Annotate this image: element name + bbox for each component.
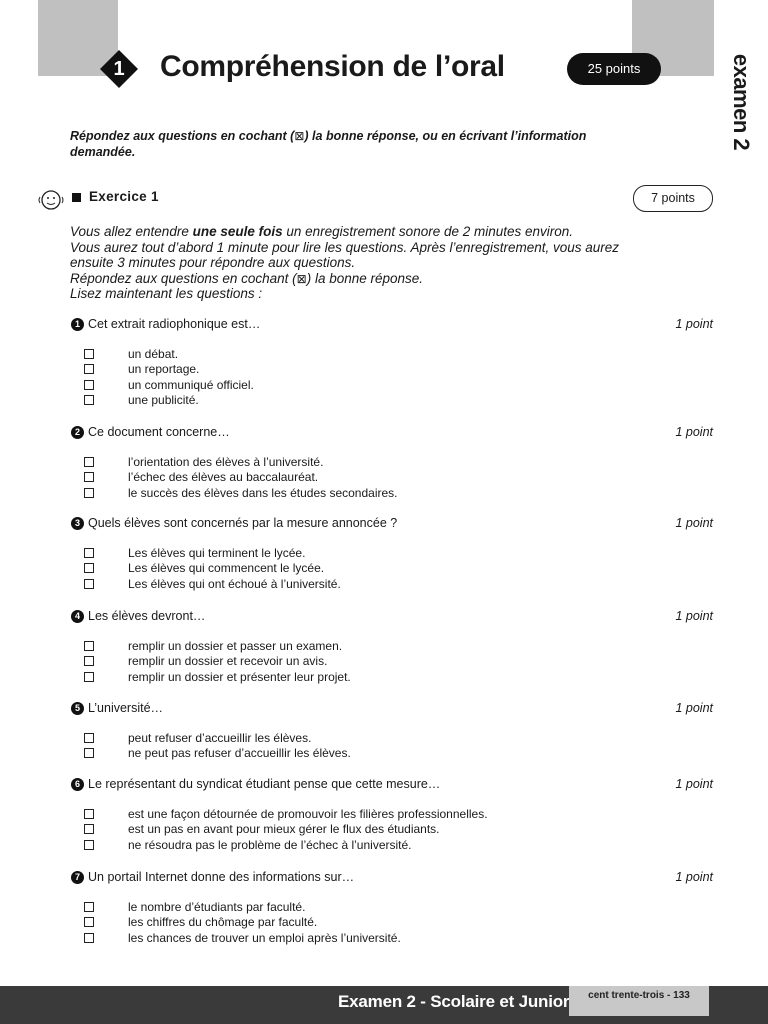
answer-checkbox[interactable] [84, 917, 94, 927]
page-title: Compréhension de l’oral [160, 50, 505, 83]
question-points: 1 point [675, 425, 713, 439]
intro-line-2: Vous aurez tout d’abord 1 minute pour lire les questions. Après l’enregistrement, vous aurez ensuite 3 minutes pour répondre aux questions. [70, 239, 620, 270]
question-number-badge: 5 [71, 702, 84, 715]
question-4 [71, 608, 713, 685]
question-header [71, 776, 713, 792]
exam-side-label-text: examen 2 [729, 53, 754, 151]
instructions-part-1: Répondez aux questions en cochant ( [70, 129, 295, 143]
option-row [84, 576, 713, 592]
answer-checkbox[interactable] [84, 579, 94, 589]
question-3 [71, 515, 713, 592]
intro-l3-b: ) la bonne réponse. [306, 270, 424, 286]
option-row [84, 393, 713, 409]
question-2 [71, 424, 713, 501]
section-instructions [70, 128, 590, 160]
answer-checkbox[interactable] [84, 672, 94, 682]
checked-box-icon: ⊠ [296, 271, 307, 286]
answer-checkbox[interactable] [84, 364, 94, 374]
option-label: l’échec des élèves au baccalauréat. [128, 470, 319, 485]
options-list [71, 638, 713, 685]
option-label: l’orientation des élèves à l’université. [128, 454, 324, 469]
option-label: Les élèves qui commencent le lycée. [128, 561, 325, 576]
question-header [71, 316, 713, 332]
option-row [84, 899, 713, 915]
answer-checkbox[interactable] [84, 656, 94, 666]
question-header [71, 700, 713, 716]
option-row [84, 362, 713, 378]
listening-face-icon [36, 188, 66, 214]
question-points: 1 point [675, 870, 713, 884]
option-label: est un pas en avant pour mieux gérer le flux des étudiants. [128, 822, 440, 837]
question-text: Cet extrait radiophonique est… [88, 317, 261, 331]
options-list [71, 899, 713, 946]
option-row [84, 346, 713, 362]
question-header [71, 869, 713, 885]
question-7 [71, 869, 713, 946]
question-points: 1 point [675, 516, 713, 530]
exercise-points-badge: 7 points [633, 185, 713, 212]
question-points: 1 point [675, 777, 713, 791]
intro-l1-bold: une seule fois [192, 224, 283, 239]
answer-checkbox[interactable] [84, 748, 94, 758]
option-label: le nombre d’étudiants par faculté. [128, 899, 306, 914]
question-number-badge: 6 [71, 778, 84, 791]
options-list [71, 346, 713, 408]
page-number-box: cent trente-trois - 133 [569, 986, 709, 1016]
option-row [84, 377, 713, 393]
options-list [71, 730, 713, 761]
question-number-badge: 1 [71, 318, 84, 331]
intro-l1-a: Vous allez entendre [70, 224, 193, 239]
option-row [84, 638, 713, 654]
option-label: Les élèves qui terminent le lycée. [128, 545, 306, 560]
answer-checkbox[interactable] [84, 824, 94, 834]
answer-checkbox[interactable] [84, 488, 94, 498]
exam-side-label [716, 52, 766, 152]
footer-title: Examen 2 - Scolaire et Junior [338, 992, 570, 1011]
option-row [84, 837, 713, 853]
option-label: un reportage. [128, 362, 200, 377]
answer-checkbox[interactable] [84, 902, 94, 912]
question-text: Les élèves devront… [88, 609, 206, 623]
option-label: remplir un dossier et passer un examen. [128, 638, 343, 653]
option-label: Les élèves qui ont échoué à l’université. [128, 576, 341, 591]
question-number-badge: 4 [71, 610, 84, 623]
option-row [84, 485, 713, 501]
option-row [84, 561, 713, 577]
question-6 [71, 776, 713, 853]
option-row [84, 822, 713, 838]
option-row [84, 746, 713, 762]
answer-checkbox[interactable] [84, 933, 94, 943]
options-list [71, 454, 713, 501]
question-points: 1 point [675, 701, 713, 715]
option-row [84, 806, 713, 822]
question-text: Un portail Internet donne des informations sur… [88, 870, 355, 884]
section-number: 1 [113, 58, 125, 80]
answer-checkbox[interactable] [84, 457, 94, 467]
question-points: 1 point [675, 609, 713, 623]
option-row [84, 669, 713, 685]
intro-line-1 [70, 224, 650, 240]
question-header [71, 608, 713, 624]
answer-checkbox[interactable] [84, 395, 94, 405]
option-label: les chances de trouver un emploi après l’université. [128, 930, 401, 945]
option-label: ne résoudra pas le problème de l’échec à l’université. [128, 837, 412, 852]
intro-l3-a: Répondez aux questions en cochant ( [70, 270, 297, 286]
section-number-badge [100, 50, 138, 88]
options-list [71, 545, 713, 592]
option-label: une publicité. [128, 393, 199, 408]
exercise-bullet-icon [72, 193, 81, 202]
answer-checkbox[interactable] [84, 349, 94, 359]
question-1 [71, 316, 713, 408]
option-row [84, 470, 713, 486]
intro-line-3 [70, 271, 650, 287]
option-label: est une façon détournée de promouvoir les filières professionnelles. [128, 806, 488, 821]
question-points: 1 point [675, 317, 713, 331]
question-text: Quels élèves sont concernés par la mesure annoncée ? [88, 516, 398, 530]
question-number-badge: 7 [71, 871, 84, 884]
answer-checkbox[interactable] [84, 563, 94, 573]
option-label: les chiffres du chômage par faculté. [128, 915, 318, 930]
option-label: peut refuser d’accueillir les élèves. [128, 730, 312, 745]
answer-checkbox[interactable] [84, 733, 94, 743]
option-row [84, 545, 713, 561]
question-5 [71, 700, 713, 761]
options-list [71, 806, 713, 853]
option-label: un débat. [128, 346, 179, 361]
option-row [84, 454, 713, 470]
checked-box-icon: ⊠ [294, 129, 305, 143]
answer-checkbox[interactable] [84, 548, 94, 558]
option-label: le succès des élèves dans les études secondaires. [128, 485, 398, 500]
exercise-intro [70, 224, 650, 302]
question-number-badge: 3 [71, 517, 84, 530]
section-points-badge: 25 points [567, 53, 661, 85]
instructions-part-2: ) la bonne réponse, ou en écrivant l’information demandée. [70, 129, 587, 159]
question-number-badge: 2 [71, 426, 84, 439]
answer-checkbox[interactable] [84, 641, 94, 651]
question-text: L’université… [88, 701, 164, 715]
intro-l1-b: un enregistrement sonore de 2 minutes environ. [282, 224, 574, 239]
exercise-title: Exercice 1 [89, 189, 159, 204]
question-header [71, 515, 713, 531]
option-row [84, 730, 713, 746]
intro-line-4: Lisez maintenant les questions : [70, 286, 263, 301]
option-label: remplir un dossier et présenter leur projet. [128, 669, 351, 684]
answer-checkbox[interactable] [84, 472, 94, 482]
option-row [84, 915, 713, 931]
option-row [84, 930, 713, 946]
answer-checkbox[interactable] [84, 809, 94, 819]
option-label: un communiqué officiel. [128, 377, 254, 392]
option-label: ne peut pas refuser d’accueillir les élèves. [128, 746, 351, 761]
option-label: remplir un dossier et recevoir un avis. [128, 654, 328, 669]
question-text: Ce document concerne… [88, 425, 230, 439]
question-text: Le représentant du syndicat étudiant pense que cette mesure… [88, 777, 441, 791]
answer-checkbox[interactable] [84, 380, 94, 390]
answer-checkbox[interactable] [84, 840, 94, 850]
option-row [84, 654, 713, 670]
question-header [71, 424, 713, 440]
